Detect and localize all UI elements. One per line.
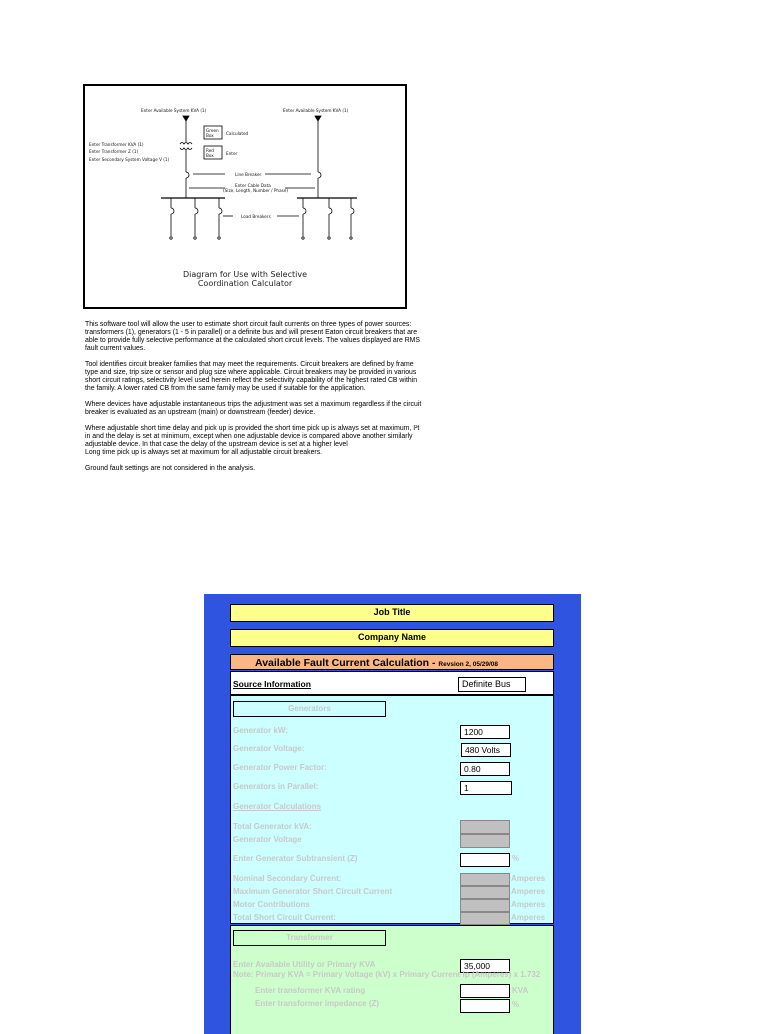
company-name-field[interactable]: Company Name: [230, 629, 554, 647]
max-generator-short-circuit-label: Maximum Generator Short Circuit Current: [233, 887, 393, 896]
motor-contributions-value: [460, 899, 510, 912]
primary-kva-note: Note: Primary KVA = Primary Voltage (kV) x Primary Current Ip (Amperes) x 1.732: [233, 970, 541, 979]
description-paragraph: Where devices have adjustable instantaneous trips the adjustment was set a maximum regardless if the circuit breaker is evaluated as an upstream (main) or downstream (feeder) device.: [85, 401, 422, 416]
generator-voltage-label: Generator Voltage:: [233, 744, 305, 753]
description-paragraph: Long time pick up is always set at maximum for all adjustable circuit breakers.: [85, 449, 323, 456]
diagram-caption-line-1: Diagram for Use with Selective: [183, 270, 307, 279]
diagram-label-transformer-kva: Enter Transformer KVA (1): [89, 142, 144, 147]
description-paragraph: This software tool will allow the user to estimate short circuit fault currents on three types of power sources: transformers (1), generators (1 - 5 in parallel) or a definite bus and will present Eaton circuit breakers that are able to provide fully selective performance at the calculated short circuit levels. The values displayed are RMS fault current values.: [85, 321, 420, 352]
calculator-header: [230, 654, 554, 670]
percent-unit: %: [512, 854, 520, 863]
generator-subtransient-input[interactable]: [460, 853, 510, 867]
calculator-title: Available Fault Current Calculation -: [255, 657, 439, 669]
generators-panel: [230, 695, 554, 924]
generator-calculations-label: Generator Calculations: [233, 802, 322, 811]
kva-unit: KVA: [512, 986, 529, 995]
generators-section-header: Generators: [233, 701, 386, 717]
source-information-label: Source Information: [233, 679, 311, 689]
generators-in-parallel-label: Generators in Parallel:: [233, 782, 319, 791]
generator-kw-input[interactable]: 1200: [460, 725, 510, 739]
job-title-field[interactable]: Job Title: [230, 604, 554, 622]
total-short-circuit-value: [460, 912, 510, 925]
percent-unit: %: [512, 1000, 520, 1009]
utility-kva-label: Enter Available Utility or Primary KVA: [233, 960, 376, 969]
diagram-label-kva-right: Enter Available System KVA (1): [283, 108, 349, 113]
amperes-unit: Amperes: [511, 900, 546, 909]
transformer-panel: [230, 925, 554, 1034]
fault-current-calculator: [204, 594, 581, 1034]
diagram-label-transformer-z: Enter Transformer Z (1): [89, 149, 139, 154]
diagram-label-secondary-voltage: Enter Secondary System Voltage V (1): [89, 157, 170, 162]
revision-label: Revsion 2, 05/29/08: [438, 661, 499, 668]
transformer-kva-label: Enter transformer KVA rating: [255, 986, 366, 995]
diagram-label-enter: Enter: [226, 151, 238, 156]
diagram-label-cable-data-detail: (Size, Length, Number / Phase): [223, 188, 289, 193]
diagram-label-kva-left: Enter Available System KVA (1): [141, 108, 207, 113]
generator-voltage-calc-label: Generator Voltage: [233, 835, 302, 844]
transformer-impedance-label: Enter transformer impedance (Z): [255, 999, 380, 1008]
amperes-unit: Amperes: [511, 874, 546, 883]
nominal-secondary-current-label: Nominal Secondary Current:: [233, 874, 342, 883]
tool-description: [85, 321, 425, 481]
diagram-green-box: Green Box: [206, 128, 219, 138]
generator-voltage-input[interactable]: 480 Volts: [461, 743, 511, 757]
amperes-unit: Amperes: [511, 913, 546, 922]
one-line-diagram: [83, 84, 407, 309]
generator-subtransient-label: Enter Generator Subtransient (Z): [233, 854, 358, 863]
utility-kva-input[interactable]: 35,000: [460, 959, 510, 973]
total-generator-kva-value: [460, 820, 510, 834]
diagram-label-calculated: Calculated: [226, 131, 249, 136]
diagram-caption-line-2: Coordination Calculator: [197, 279, 293, 288]
source-information-row: [230, 671, 554, 695]
transformer-impedance-input[interactable]: [460, 999, 510, 1013]
total-short-circuit-label: Total Short Circuit Current:: [233, 913, 336, 922]
diagram-red-box: Red Box: [206, 148, 214, 158]
generator-voltage-calc-value: [460, 834, 510, 848]
max-generator-short-circuit-value: [460, 886, 510, 899]
nominal-secondary-current-value: [460, 873, 510, 886]
diagram-label-line-breaker: Line Breaker: [235, 172, 262, 177]
generators-in-parallel-input[interactable]: 1: [460, 781, 512, 795]
generator-power-factor-label: Generator Power Factor:: [233, 763, 327, 772]
transformer-kva-input[interactable]: [460, 984, 510, 998]
diagram-label-cable-data: Enter Cable Data: [235, 183, 271, 188]
generator-kw-label: Generator kW:: [233, 726, 288, 735]
description-paragraph: Where adjustable short time delay and pick up is provided the short time pick up is always set at maximum, I²t in and the delay is set at minimum, except when one adjustable device is compared above another similarly adjustable device. In that case the delay of the upstream device is set at a higher level: [85, 425, 420, 448]
total-generator-kva-label: Total Generator kVA:: [233, 822, 312, 831]
amperes-unit: Amperes: [511, 887, 546, 896]
diagram-label-load-breakers: Load Breakers: [241, 214, 271, 219]
description-paragraph: Ground fault settings are not considered in the analysis.: [85, 465, 256, 472]
transformer-section-header: Transformer: [233, 930, 386, 946]
source-type-select[interactable]: Definite Bus: [458, 677, 526, 692]
description-paragraph: Tool identifies circuit breaker families that may meet the requirements. Circuit breakers are defined by frame type and size, trip size or sensor and plug size where applicable. Circuit breakers may be provided in various short circuit ratings, selectivity level used herein reflect the selectivity capability of the highest rated CB within the family. A lower rated CB from the same family may be used if suitable for the application.: [85, 361, 418, 392]
motor-contributions-label: Motor Contributions: [233, 900, 310, 909]
generator-power-factor-input[interactable]: 0.80: [460, 762, 510, 776]
